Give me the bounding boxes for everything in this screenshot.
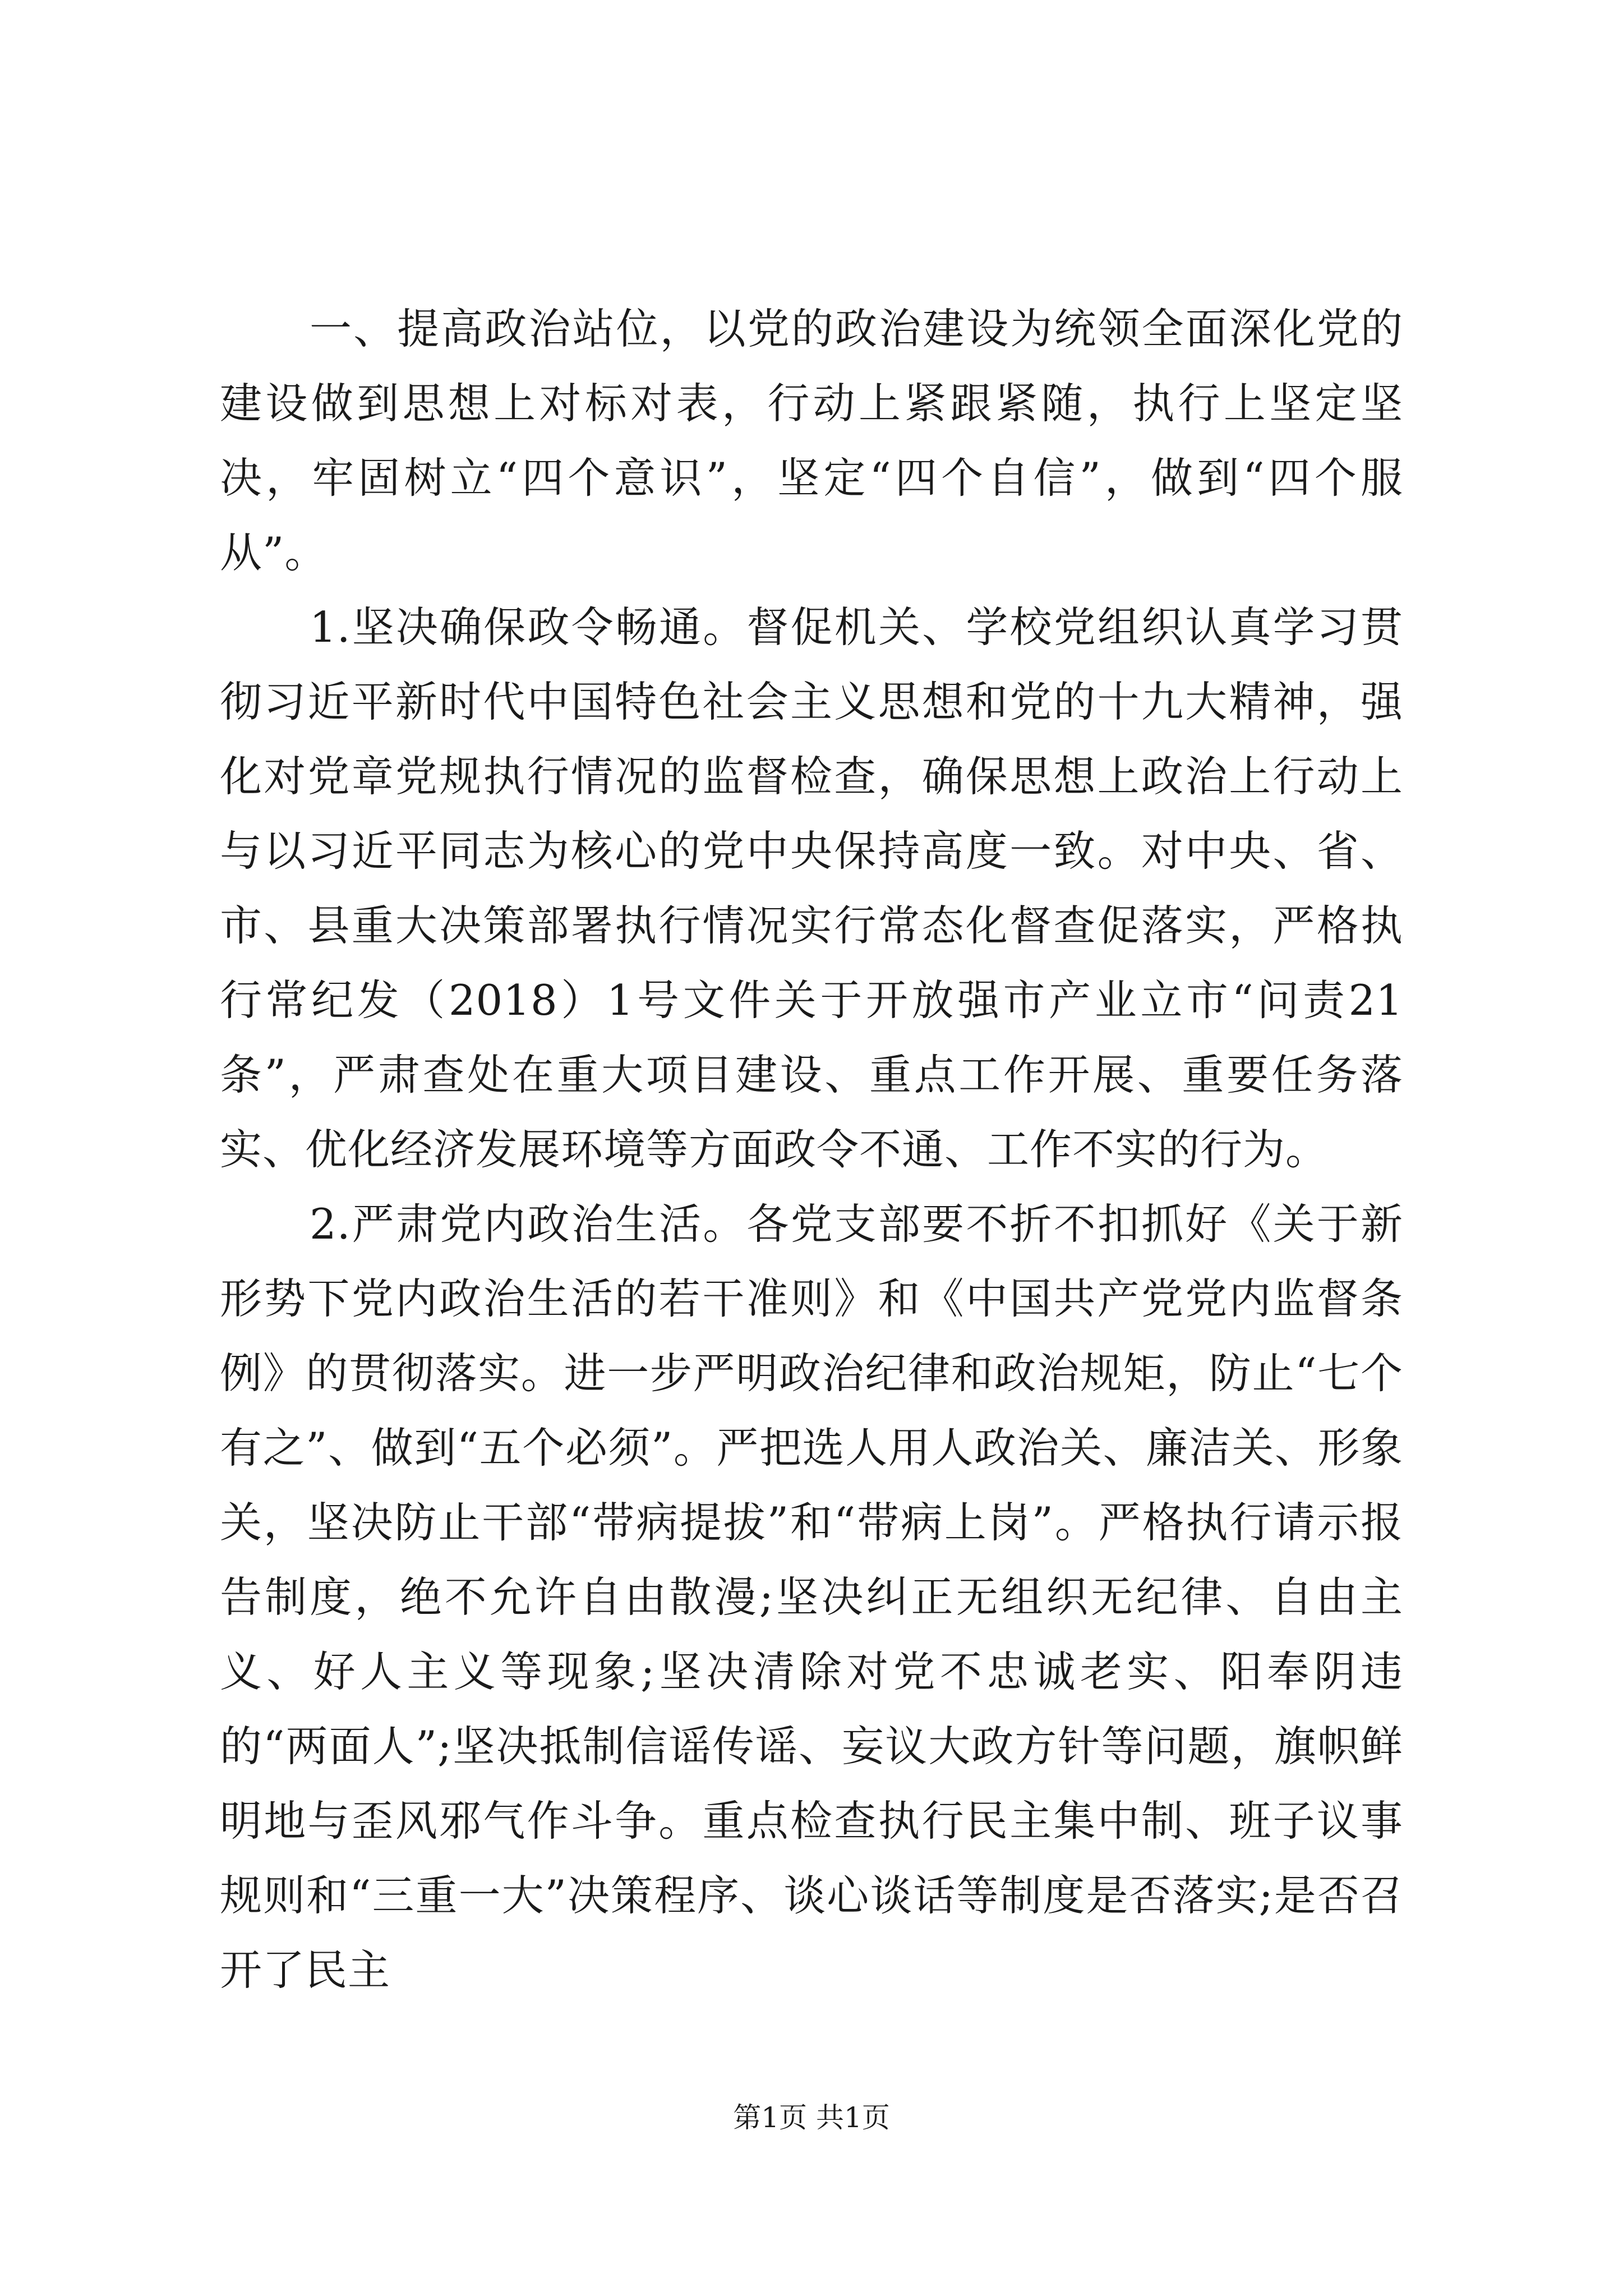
paragraph-section-one: 一、提高政治站位，以党的政治建设为统领全面深化党的建设做到思想上对标对表，行动上紧跟紧随，执行上坚定坚决，牢固树立“四个意识”，坚定“四个自信”，做到“四个服从”。 [220, 304, 1403, 577]
paragraph-item-2: 2.严肃党内政治生活。各党支部要不折不扣抓好《关于新形势下党内政治生活的若干准则》和《中国共产党党内监督条例》的贯彻落实。进一步严明政治纪律和政治规矩，防止“七个有之”、做到“五个必须”。严把选人用人政治关、廉洁关、形象关，坚决防止干部“带病提拔”和“带病上岗”。严格执行请示报告制度，绝不允许自由散漫;坚决纠正无组织无纪律、自由主义、好人主义等现象;坚决清除对党不忠诚老实、阳奉阴违的“两面人”;坚决抵制信谣传谣、妄议大政方针等问题，旗帜鲜明地与歪风邪气作斗争。重点检查执行民主集中制、班子议事规则和“三重一大”决策程序、谈心谈话等制度是否落实;是否召开了民主 [220, 1199, 1403, 1995]
paragraph-item-1: 1.坚决确保政令畅通。督促机关、学校党组织认真学习贯彻习近平新时代中国特色社会主义思想和党的十九大精神，强化对党章党规执行情况的监督检查，确保思想上政治上行动上与以习近平同志为核心的党中央保持高度一致。对中央、省、市、县重大决策部署执行情况实行常态化督查促落实，严格执行常纪发（2018）1号文件关于开放强市产业立市“问责21条”，严肃查处在重大项目建设、重点工作开展、重要任务落实、优化经济发展环境等方面政令不通、工作不实的行为。 [220, 602, 1403, 1174]
document-body [220, 292, 1403, 2008]
page-footer: 第1页 共1页 [733, 2101, 890, 2134]
